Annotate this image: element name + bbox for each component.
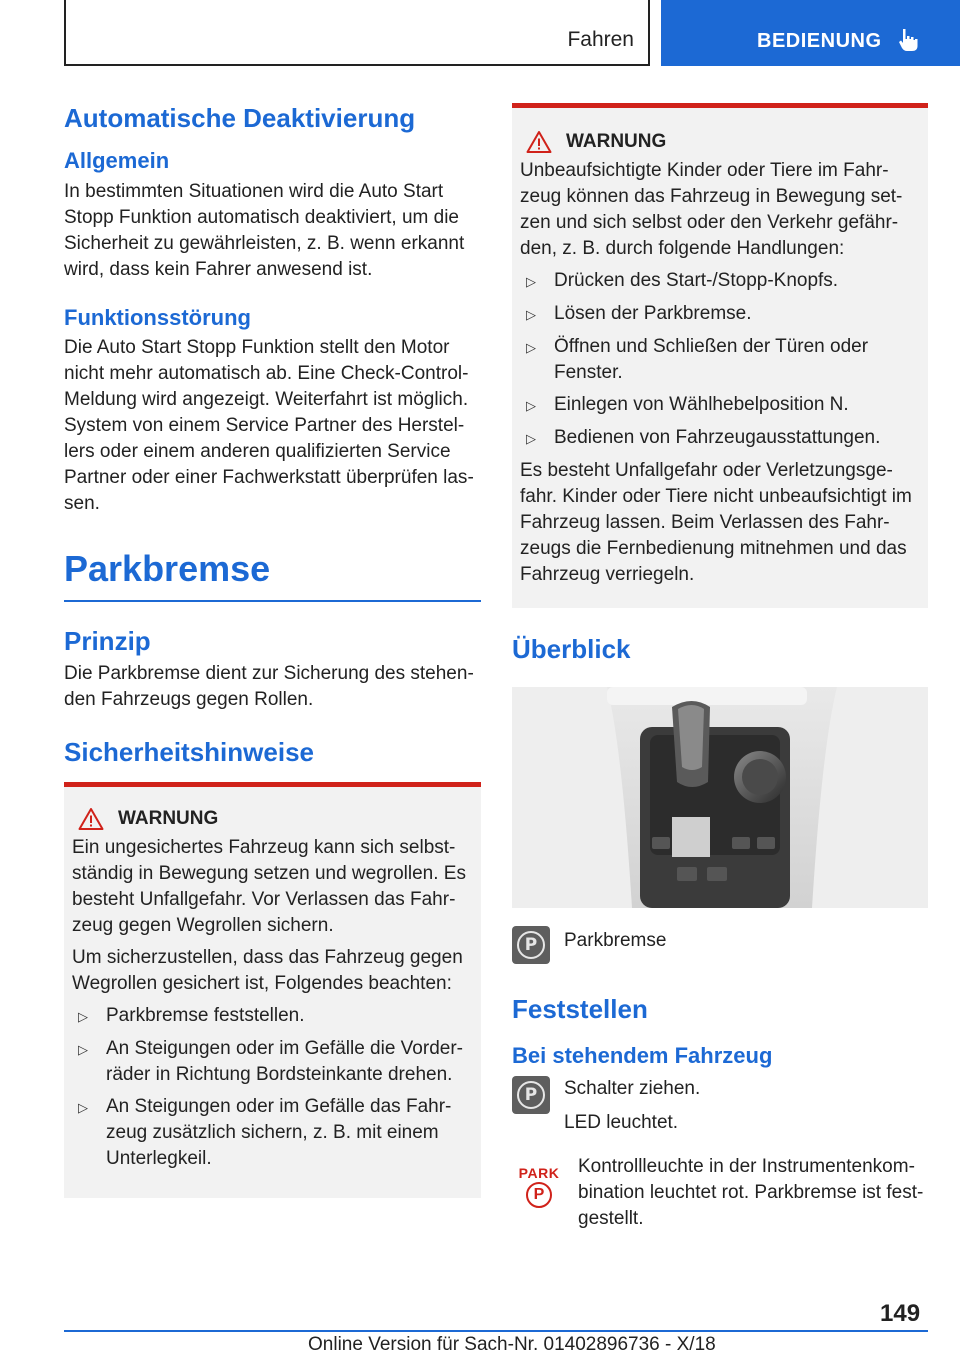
list-item-text: Einlegen von Wählhebelposition N. (554, 394, 849, 415)
heading-sicherheitshinweise: Sicherheitshinweise (64, 736, 314, 767)
center-console-illustration (512, 687, 928, 908)
bullet-triangle-icon: ▷ (526, 340, 536, 355)
heading-allgemein: Allgemein (64, 148, 170, 174)
footer-rule (64, 1330, 928, 1332)
photo-caption: Parkbremse (564, 930, 667, 952)
right-column (512, 103, 928, 1232)
bullet-triangle-icon: ▷ (78, 1100, 88, 1116)
list-item-text: An Steigungen oder im Gefälle die Vorderräder in Richtung Bordsteinkante drehen. (106, 1038, 463, 1086)
list-item-text: Lösen der Parkbremse. (554, 303, 752, 324)
warning-text: Ein ungesichertes Fahrzeug kann sich selbstständig in Bewegung setzen und wegrollen. Es besteht Unfallgefahr. Vor Verlassen das Fahrzeug gegen Wegrollen sichern. (72, 837, 466, 937)
warning-box-right (512, 103, 928, 608)
header-chapter-label: BEDIENUNG (757, 30, 882, 52)
parking-brake-switch-icon: P (512, 926, 550, 964)
park-warning-light-icon: PARK P (512, 1154, 566, 1208)
list-item (520, 301, 920, 328)
warning-title (72, 807, 473, 831)
heading-funktionsstoerung: Funktionsstörung (64, 304, 251, 330)
heading-parkbremse: Parkbremse (64, 547, 271, 589)
indicator-row (512, 1154, 928, 1232)
list-item (72, 1036, 473, 1088)
indicator-text: Kontrollleuchte in der Instrumentenkombination leuchtet rot. Parkbremse ist festgestellt. (578, 1155, 924, 1229)
footer-online-version: Online Version für Sach-Nr. 01402896736 - X/18 (308, 1334, 716, 1355)
list-item (520, 392, 920, 419)
list-item-text: Drücken des Start-/Stopp-Knopfs. (554, 270, 839, 291)
list-item-text: Bedienen von Fahrzeugausstattungen. (554, 427, 881, 448)
list-item-text: Öffnen und Schließen der Türen oder Fenster. (554, 336, 869, 383)
warning-title-text: WARNUNG (566, 131, 667, 152)
hand-pointer-icon (896, 27, 922, 53)
warning-text: Unbeaufsichtigte Kinder oder Tiere im Fahrzeug können das Fahrzeug in Bewegung setzen und sich selbst oder den Verkehr gefährden, z. B. durch folgende Handlungen: (520, 160, 903, 259)
heading-automatische-deaktivierung: Automatische Deaktivierung (64, 103, 416, 133)
warning-title (520, 130, 920, 154)
warning-title-text: WARNUNG (118, 808, 219, 830)
bullet-triangle-icon: ▷ (78, 1042, 88, 1058)
paragraph-allgemein: In bestimmten Situationen wird die Auto Start Stopp Funktion automatisch deaktiviert, um die Sicherheit zu gewährleisten, z. B. wenn erkannt wird, dass kein Fahrer anwesend ist. (64, 180, 465, 280)
heading-ueberblick: Überblick (512, 634, 631, 664)
list-item (520, 425, 920, 452)
heading-bei-stehendem-fahrzeug: Bei stehendem Fahrzeug (512, 1043, 773, 1069)
header-section-tab (64, 0, 650, 66)
page-number: 149 (880, 1300, 921, 1327)
center-console-photo (512, 687, 928, 908)
header-section-label: Fahren (567, 28, 634, 51)
step-text: LED leuchtet. (564, 1111, 679, 1133)
warning-text: Es besteht Unfallgefahr oder Verletzungsgefahr. Kinder oder Tiere nicht unbeaufsichtigt im Fahrzeug lassen. Beim Verlassen des Fahrzeugs die Fernbedienung mitnehmen und das Fahrzeug verriegeln. (520, 460, 912, 585)
warning-list (72, 1003, 473, 1172)
step-text: Schalter ziehen. (564, 1077, 701, 1099)
warning-triangle-icon (78, 807, 104, 831)
heading-feststellen: Feststellen (512, 994, 648, 1025)
caption-row (512, 926, 928, 964)
list-item (520, 268, 920, 295)
warning-text: Um sicherzustellen, dass das Fahrzeug gegen Wegrollen gesichert ist, Folgendes beachten: (72, 947, 463, 995)
step-texts (564, 1076, 700, 1136)
step-row (512, 1076, 928, 1136)
bullet-triangle-icon: ▷ (526, 398, 536, 413)
bullet-triangle-icon: ▷ (526, 307, 536, 322)
bullet-triangle-icon: ▷ (78, 1009, 88, 1025)
park-label: PARK (518, 1164, 560, 1181)
list-item-text: Parkbremse feststellen. (106, 1005, 305, 1027)
list-item (72, 1003, 473, 1030)
header-chapter-tab (661, 0, 960, 66)
parking-brake-switch-icon: P (512, 1076, 550, 1114)
warning-list (520, 268, 920, 452)
list-item (72, 1094, 473, 1172)
left-column (64, 100, 481, 1198)
heading-rule (64, 600, 481, 602)
paragraph-prinzip: Die Parkbremse dient zur Sicherung des stehenden Fahrzeugs gegen Rollen. (64, 662, 474, 710)
paragraph-funktionsstoerung: Die Auto Start Stopp Funktion stellt den Motor nicht mehr automatisch ab. Eine Check-Control-Meldung wird angezeigt. Weiterfahrt ist möglich. System von einem Service Partner des Herstellers oder einem anderen qualifizierten Service Partner oder einer Fachwerkstatt überprüfen lassen. (64, 336, 474, 514)
list-item-text: An Steigungen oder im Gefälle das Fahrzeug zusätzlich sichern, z. B. mit einem Unterlegkeil. (106, 1096, 452, 1170)
list-item (520, 334, 920, 386)
warning-box-left (64, 782, 481, 1198)
bullet-triangle-icon: ▷ (526, 431, 536, 446)
warning-triangle-icon (526, 130, 552, 154)
bullet-triangle-icon: ▷ (526, 274, 536, 289)
heading-prinzip: Prinzip (64, 625, 151, 656)
